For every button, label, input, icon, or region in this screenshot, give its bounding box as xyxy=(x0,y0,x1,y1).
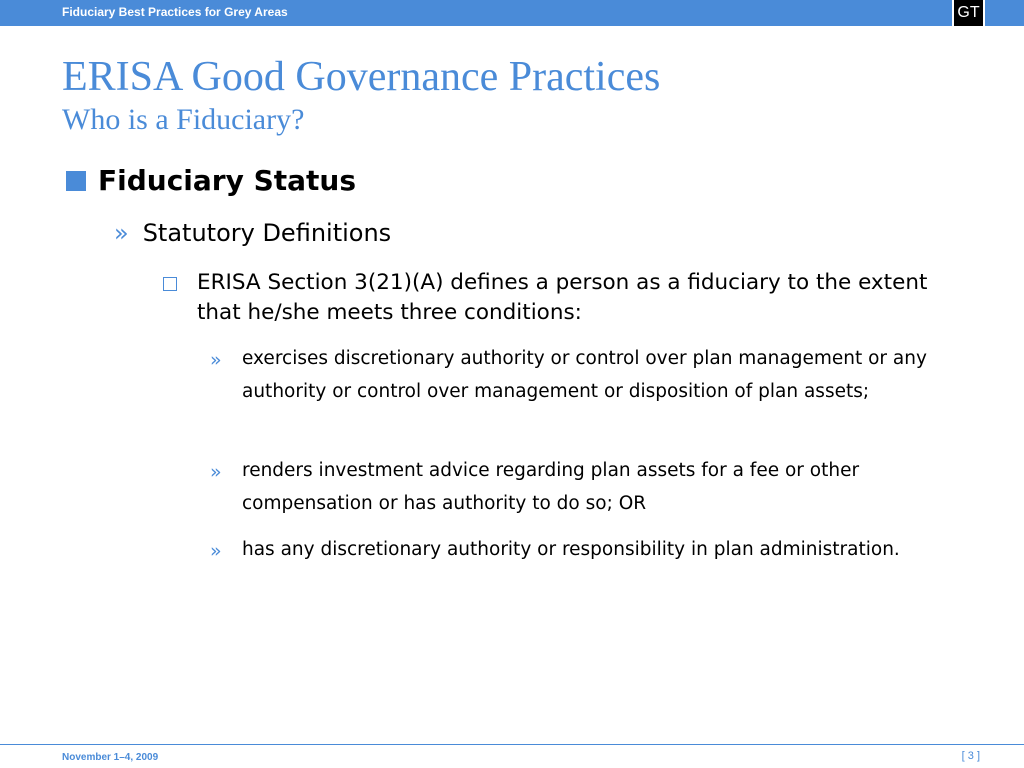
condition-item xyxy=(210,346,950,408)
bullet-level2-text: Statutory Definitions xyxy=(142,219,392,247)
chevron-bullet-icon: » xyxy=(210,461,222,483)
hollow-square-bullet-icon xyxy=(163,277,177,291)
slide-subtitle: Who is a Fiduciary? xyxy=(62,103,305,136)
footer-divider xyxy=(0,744,1024,745)
condition-text: exercises discretionary authority or control over plan management or any authority or control over management or disposition of plan assets; xyxy=(242,348,927,402)
bullet-statutory-definitions xyxy=(114,219,391,247)
chevron-bullet-icon: » xyxy=(114,219,129,247)
bullet-fiduciary-status xyxy=(66,164,356,197)
bullet-level3-text: ERISA Section 3(21)(A) defines a person as a fiduciary to the extent that he/she meets three conditions: xyxy=(197,270,928,325)
footer-date: November 1–4, 2009 xyxy=(62,752,159,763)
bullet-level1-text: Fiduciary Status xyxy=(98,164,357,197)
chevron-bullet-icon: » xyxy=(210,349,222,371)
condition-item xyxy=(210,537,950,566)
page-number: [ 3 ] xyxy=(961,750,980,762)
header-bar xyxy=(0,0,1024,26)
square-bullet-icon xyxy=(66,171,86,191)
bullet-erisa-section xyxy=(163,268,963,328)
slide-title: ERISA Good Governance Practices xyxy=(62,54,661,100)
condition-item xyxy=(210,458,950,520)
condition-text: has any discretionary authority or responsibility in plan administration. xyxy=(242,539,900,560)
condition-text: renders investment advice regarding plan assets for a fee or other compensation or has authority to do so; OR xyxy=(242,460,860,514)
chevron-bullet-icon: » xyxy=(210,540,222,562)
gt-logo: GT xyxy=(954,0,983,26)
header-title: Fiduciary Best Practices for Grey Areas xyxy=(62,5,288,19)
